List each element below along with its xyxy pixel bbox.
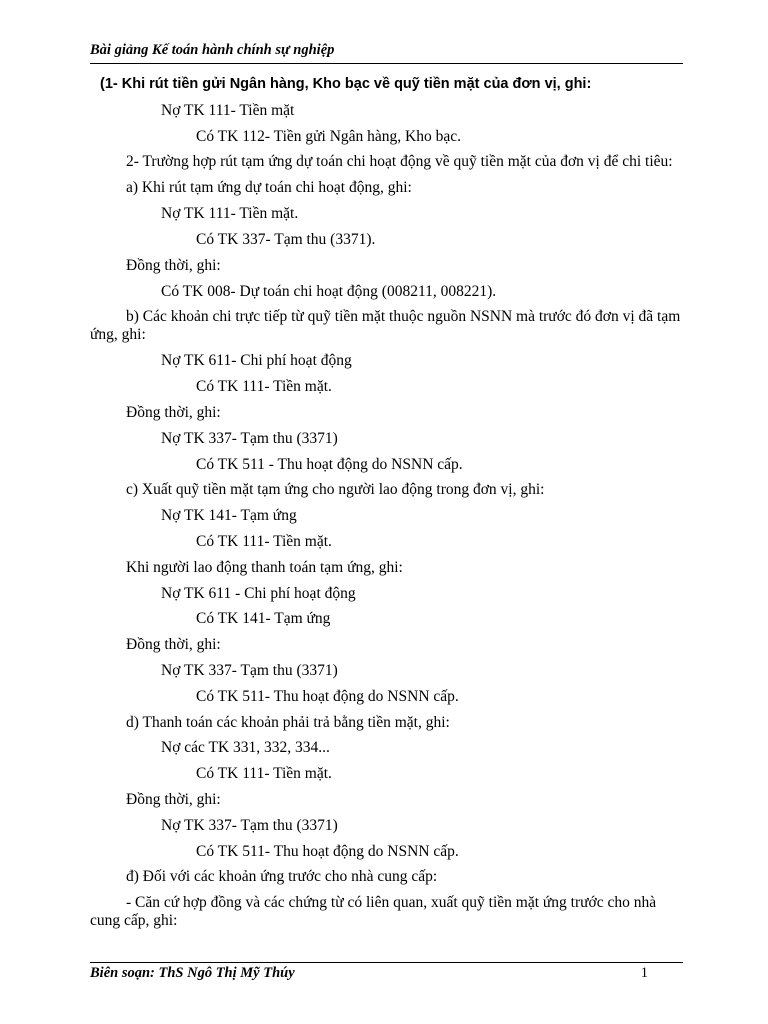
document-body (90, 72, 683, 934)
page-number: 1 (640, 965, 648, 981)
debit-entry: Nợ TK 611- Chi phí hoạt động (161, 352, 352, 370)
paragraph: c) Xuất quỹ tiền mặt tạm ứng cho người lao động trong đơn vị, ghi: (126, 481, 545, 499)
credit-entry: Có TK 511- Thu hoạt động do NSNN cấp. (196, 687, 459, 705)
credit-entry: Có TK 511- Thu hoạt động do NSNN cấp. (196, 842, 459, 860)
debit-entry: Nợ TK 111- Tiền mặt. (161, 205, 299, 223)
paragraph: d) Thanh toán các khoản phải trả bằng tiền mặt, ghi: (126, 713, 450, 731)
credit-entry: Có TK 111- Tiền mặt. (196, 765, 332, 783)
paragraph: Đồng thời, ghi: (126, 256, 221, 274)
debit-entry: Nợ TK 611 - Chi phí hoạt động (161, 584, 356, 602)
footer-author: Biên soạn: ThS Ngô Thị Mỹ Thúy (90, 965, 295, 981)
page-footer (90, 962, 683, 982)
debit-entry: Nợ TK 337- Tạm thu (3371) (161, 429, 338, 447)
credit-entry: Có TK 008- Dự toán chi hoạt động (008211, 008221). (161, 282, 497, 300)
paragraph: Đồng thời, ghi: (126, 790, 221, 808)
paragraph: Khi người lao động thanh toán tạm ứng, ghi: (126, 558, 403, 576)
debit-entry: Nợ TK 111- Tiền mặt (161, 101, 295, 119)
paragraph: - Căn cứ hợp đồng và các chứng từ có liên quan, xuất quỹ tiền mặt ứng trước cho nhà cung cấp, ghi: (90, 894, 657, 930)
paragraph: đ) Đối với các khoản ứng trước cho nhà cung cấp: (126, 868, 438, 886)
debit-entry: Nợ TK 337- Tạm thu (3371) (161, 816, 338, 834)
paragraph: a) Khi rút tạm ứng dự toán chi hoạt động, ghi: (126, 179, 412, 197)
paragraph: Đồng thời, ghi: (126, 403, 221, 421)
debit-entry: Nợ TK 337- Tạm thu (3371) (161, 661, 338, 679)
credit-entry: Có TK 337- Tạm thu (3371). (196, 230, 376, 248)
paragraph: Đồng thời, ghi: (126, 636, 221, 654)
debit-entry: Nợ các TK 331, 332, 334... (161, 739, 330, 757)
credit-entry: Có TK 111- Tiền mặt. (196, 532, 332, 550)
credit-entry: Có TK 141- Tạm ứng (196, 610, 331, 628)
page-header (90, 42, 683, 64)
credit-entry: Có TK 111- Tiền mặt. (196, 378, 332, 396)
credit-entry: Có TK 511 - Thu hoạt động do NSNN cấp. (196, 455, 463, 473)
paragraph: b) Các khoản chi trực tiếp từ quỹ tiền mặt thuộc nguồn NSNN mà trước đó đơn vị đã tạm ứng, ghi: (90, 308, 681, 344)
header-title: Bài giảng Kế toán hành chính sự nghiệp (90, 42, 335, 58)
debit-entry: Nợ TK 141- Tạm ứng (161, 507, 297, 525)
section-heading: (1- Khi rút tiền gửi Ngân hàng, Kho bạc về quỹ tiền mặt của đơn vị, ghi: (100, 76, 592, 92)
credit-entry: Có TK 112- Tiền gửi Ngân hàng, Kho bạc. (196, 127, 461, 145)
paragraph: 2- Trường hợp rút tạm ứng dự toán chi hoạt động về quỹ tiền mặt của đơn vị để chi tiêu: (126, 153, 673, 171)
